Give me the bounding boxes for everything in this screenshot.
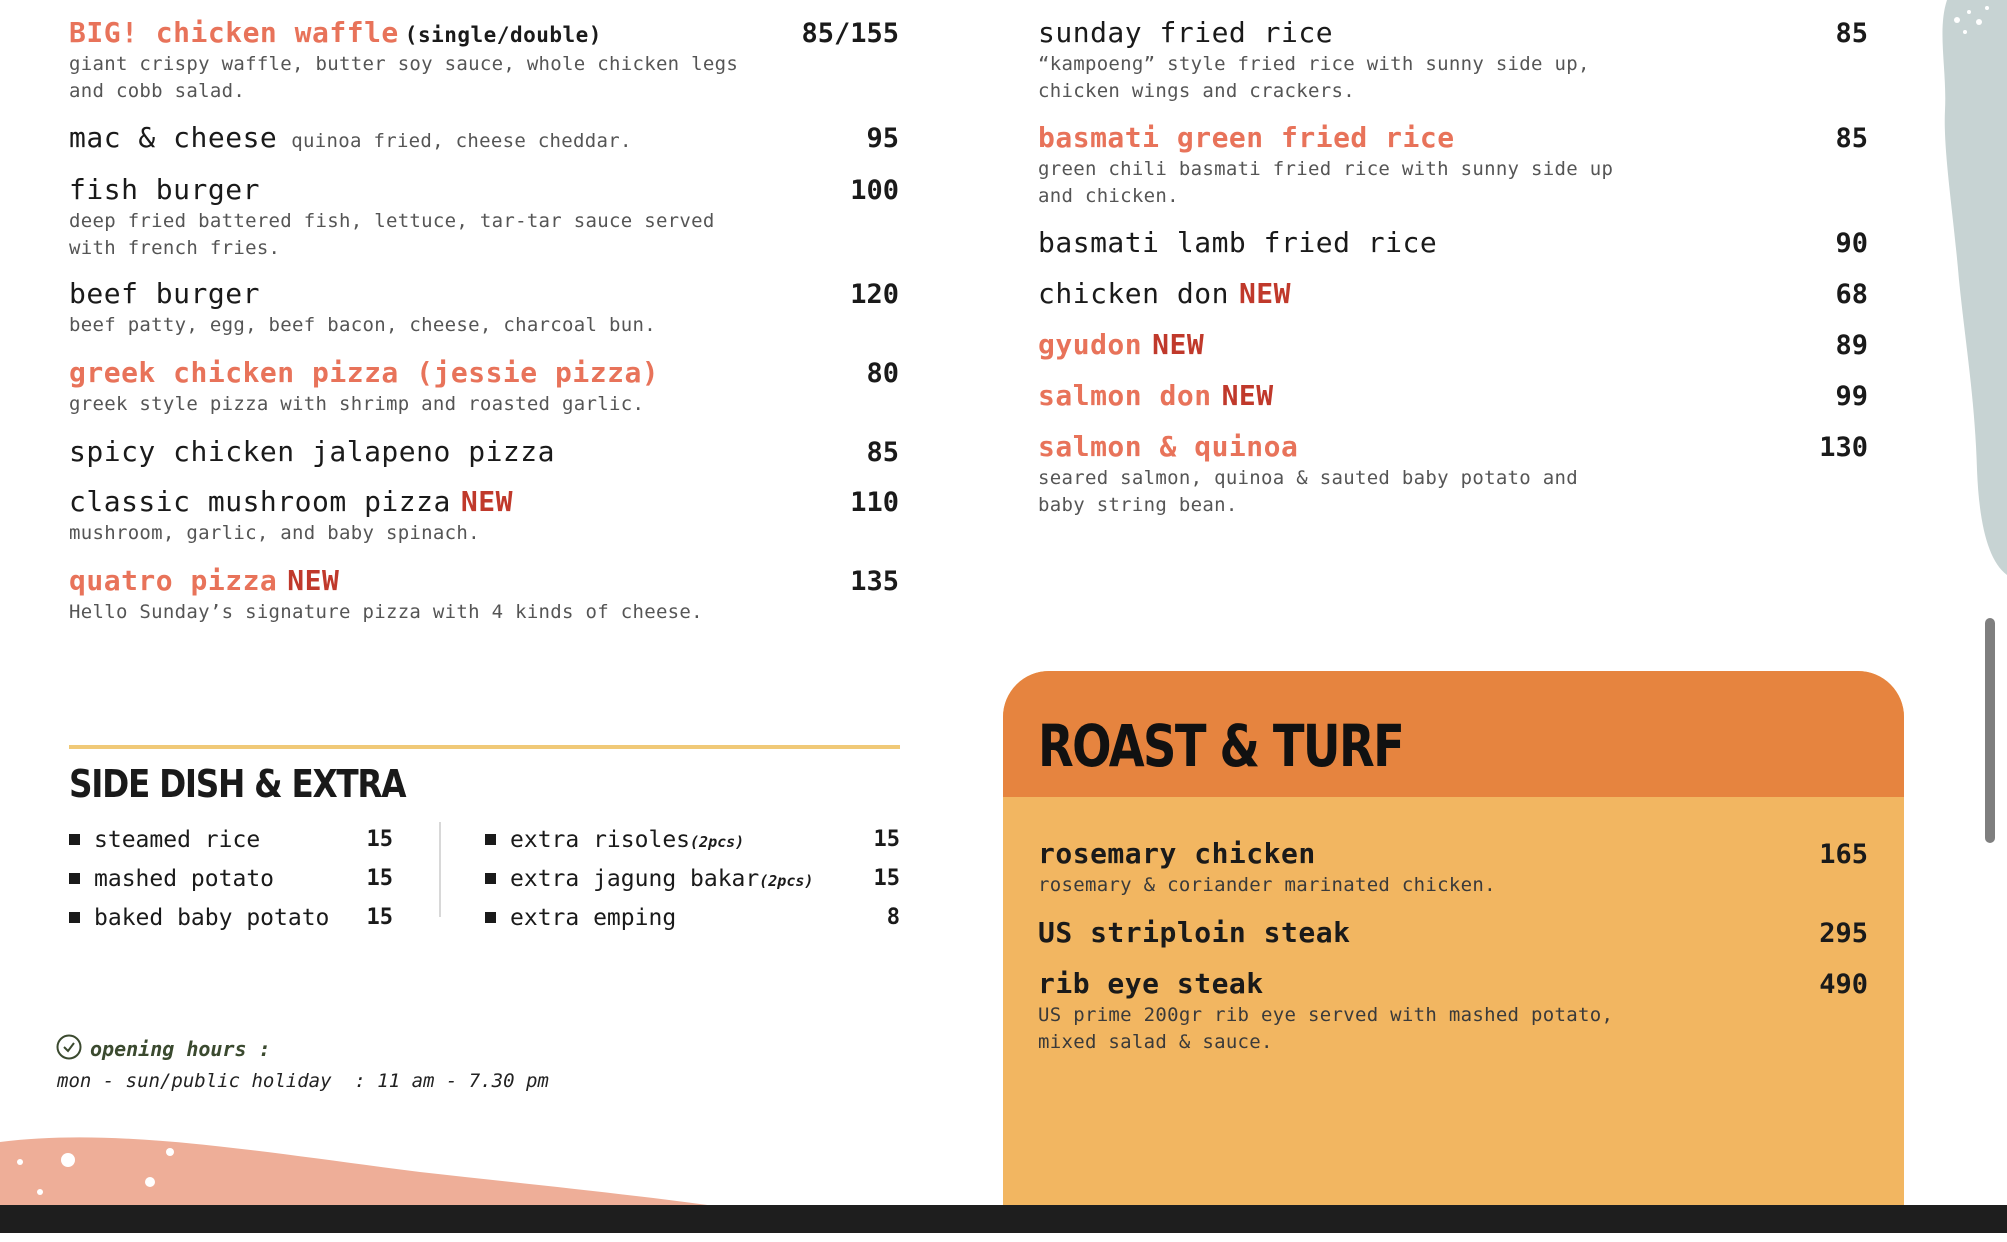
new-badge: NEW <box>1221 379 1274 412</box>
side-dish-list-right <box>485 820 900 937</box>
item-description: rosemary & coriander marinated chicken. <box>1038 874 1496 896</box>
item-price: 85 <box>866 437 899 468</box>
side-item-name: baked baby potato <box>94 904 330 931</box>
item-price: 490 <box>1819 969 1868 1000</box>
vertical-scrollbar[interactable] <box>1985 618 1995 843</box>
menu-item <box>1038 837 1868 899</box>
side-item-price: 8 <box>886 905 900 930</box>
item-name: US striploin steak <box>1038 916 1351 949</box>
item-description: green chili basmati fried rice with sunny side up and chicken. <box>1038 158 1614 207</box>
new-badge: NEW <box>287 564 340 597</box>
list-item <box>485 859 900 898</box>
menu-item <box>1038 430 1868 519</box>
menu-item <box>1038 916 1868 949</box>
item-description: quinoa fried, cheese cheddar. <box>291 130 632 152</box>
item-price: 120 <box>850 279 899 310</box>
item-name: basmati green fried rice <box>1038 121 1455 154</box>
item-name: greek chicken pizza (jessie pizza) <box>69 356 660 389</box>
menu-item <box>1038 967 1868 1056</box>
menu-item <box>69 564 899 626</box>
section-title-side-dish: SIDE DISH & EXTRA <box>69 762 406 806</box>
item-name: chicken don NEW <box>1038 277 1292 310</box>
item-name: gyudon NEW <box>1038 328 1205 361</box>
item-name: rib eye steak <box>1038 967 1264 1000</box>
item-description: “kampoeng” style fried rice with sunny side up, chicken wings and crackers. <box>1038 53 1590 102</box>
item-name: basmati lamb fried rice <box>1038 226 1438 259</box>
menu-item <box>69 277 899 339</box>
item-name: fish burger <box>69 173 260 206</box>
decorative-blob-top-right <box>1907 0 2007 580</box>
clock-icon <box>56 1034 82 1060</box>
item-name: quatro pizza NEW <box>69 564 340 597</box>
side-item-name: mashed potato <box>94 865 275 892</box>
item-price: 85 <box>1835 18 1868 49</box>
list-item <box>485 820 900 859</box>
item-description: US prime 200gr rib eye served with mashed potato, mixed salad & sauce. <box>1038 1004 1614 1053</box>
opening-hours-text: mon - sun/public holiday : 11 am - 7.30 pm <box>57 1070 549 1092</box>
viewer-bottom-bar <box>0 1205 2007 1233</box>
side-item-name: extra jagung bakar(2pcs) <box>510 865 814 892</box>
item-price: 130 <box>1819 432 1868 463</box>
new-badge: NEW <box>1238 277 1292 310</box>
item-price: 80 <box>866 358 899 389</box>
menu-item <box>69 173 899 262</box>
section-divider <box>69 745 900 749</box>
side-item-qty: (2pcs) <box>690 832 745 851</box>
bullet-icon <box>69 912 80 923</box>
item-price: 90 <box>1835 228 1868 259</box>
side-item-price: 15 <box>366 866 393 891</box>
new-badge: NEW <box>1152 328 1205 361</box>
item-name: salmon don NEW <box>1038 379 1274 412</box>
menu-item <box>1038 121 1868 210</box>
side-item-price: 15 <box>366 827 393 852</box>
item-price: 95 <box>866 123 899 154</box>
item-name: mac & cheese quinoa fried, cheese cheddar. <box>69 121 632 154</box>
item-price: 99 <box>1835 381 1868 412</box>
menu-item <box>1038 277 1868 310</box>
item-price: 89 <box>1835 330 1868 361</box>
item-name: salmon & quinoa <box>1038 430 1299 463</box>
side-item-price: 15 <box>366 905 393 930</box>
side-item-name: steamed rice <box>94 826 261 853</box>
menu-item <box>69 356 899 418</box>
side-item-name: extra emping <box>510 904 677 931</box>
bullet-icon <box>485 873 496 884</box>
menu-item <box>1038 379 1868 412</box>
item-price: 295 <box>1819 918 1868 949</box>
item-description: giant crispy waffle, butter soy sauce, whole chicken legs and cobb salad. <box>69 53 739 102</box>
menu-item <box>69 16 899 105</box>
item-price: 68 <box>1835 279 1868 310</box>
side-item-price: 15 <box>873 827 900 852</box>
new-badge: NEW <box>460 485 513 518</box>
side-dish-list-left <box>69 820 393 937</box>
menu-item <box>69 435 899 468</box>
bullet-icon <box>69 834 80 845</box>
item-name: BIG! chicken waffle (single/double) <box>69 16 602 49</box>
side-item-name: extra risoles(2pcs) <box>510 826 745 853</box>
item-name: spicy chicken jalapeno pizza <box>69 435 556 468</box>
viewer-bottom-strip <box>0 1233 2007 1242</box>
menu-item <box>1038 16 1868 105</box>
column-divider <box>439 822 441 917</box>
item-price: 110 <box>850 487 899 518</box>
item-price: 135 <box>850 566 899 597</box>
list-item <box>69 859 393 898</box>
item-price: 85/155 <box>801 18 899 49</box>
item-description: deep fried battered fish, lettuce, tar-tar sauce served with french fries. <box>69 210 715 259</box>
side-item-qty: (2pcs) <box>759 871 814 890</box>
item-description: mushroom, garlic, and baby spinach. <box>69 522 480 544</box>
item-description: seared salmon, quinoa & sauted baby potato and baby string bean. <box>1038 467 1578 516</box>
item-price: 165 <box>1819 839 1868 870</box>
item-name: sunday fried rice <box>1038 16 1334 49</box>
section-title-roast-turf: ROAST & TURF <box>1038 712 1404 780</box>
item-description: Hello Sunday’s signature pizza with 4 kinds of cheese. <box>69 601 703 623</box>
bullet-icon <box>69 873 80 884</box>
list-item <box>69 898 393 937</box>
item-name: beef burger <box>69 277 260 310</box>
menu-item <box>69 121 899 154</box>
side-item-price: 15 <box>873 866 900 891</box>
list-item <box>485 898 900 937</box>
bullet-icon <box>485 912 496 923</box>
menu-item <box>1038 328 1868 361</box>
item-description: greek style pizza with shrimp and roasted garlic. <box>69 393 645 415</box>
item-note: (single/double) <box>404 23 602 47</box>
bullet-icon <box>485 834 496 845</box>
item-name: rosemary chicken <box>1038 837 1316 870</box>
item-name: classic mushroom pizza NEW <box>69 485 513 518</box>
item-description: beef patty, egg, beef bacon, cheese, charcoal bun. <box>69 314 656 336</box>
list-item <box>69 820 393 859</box>
menu-item <box>1038 226 1868 259</box>
item-price: 100 <box>850 175 899 206</box>
opening-hours-title: opening hours : <box>90 1037 271 1061</box>
menu-item <box>69 485 899 547</box>
item-price: 85 <box>1835 123 1868 154</box>
